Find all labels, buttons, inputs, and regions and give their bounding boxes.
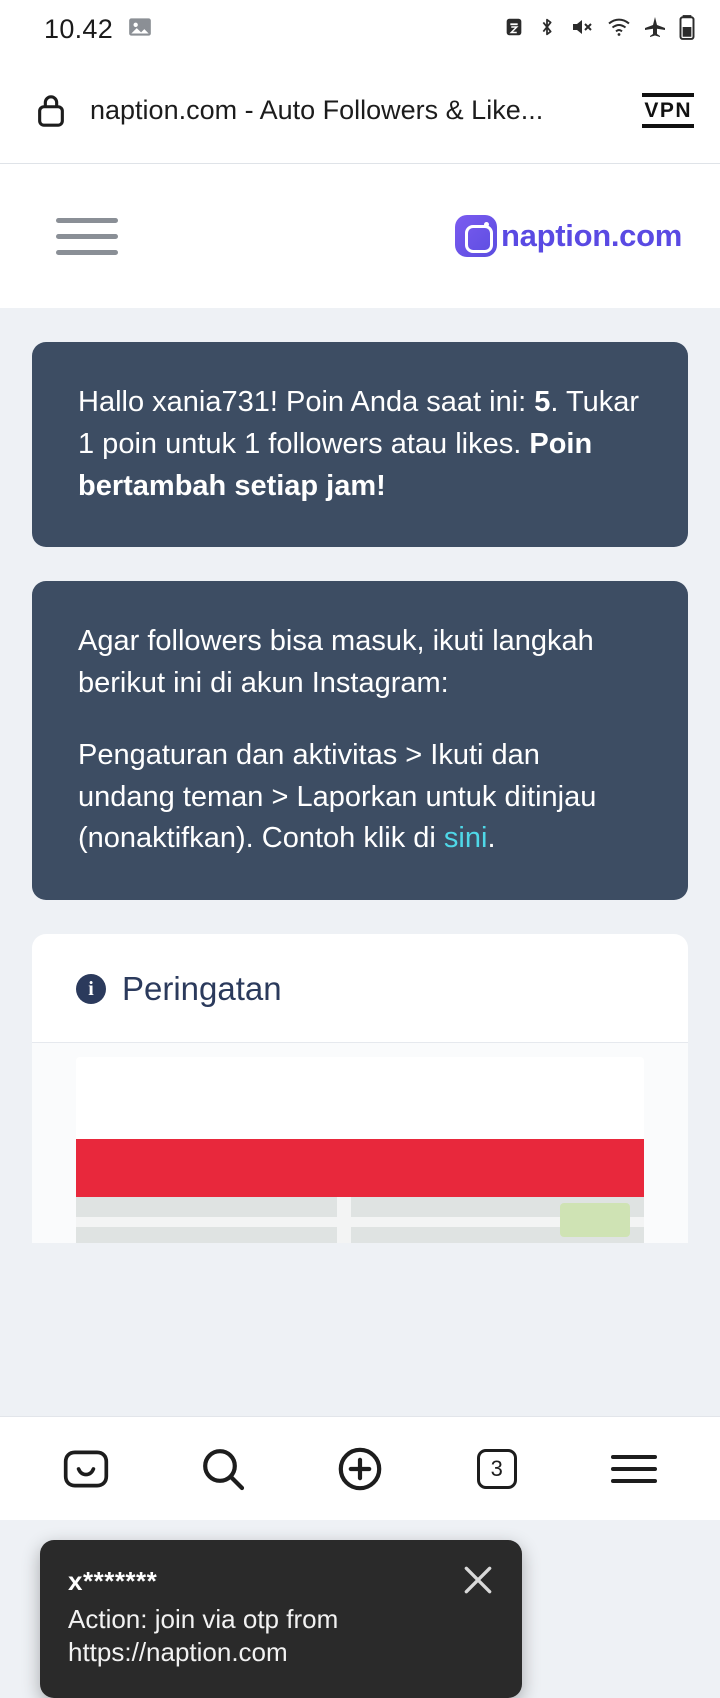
steps-path: Pengaturan dan aktivitas > Ikuti dan undang teman > Laporkan untuk ditinjau (nonaktifkan). xyxy=(78,738,597,855)
example-screenshot xyxy=(76,1057,644,1243)
steps-example-prefix: Contoh klik di xyxy=(261,822,444,855)
vpn-badge[interactable]: VPN xyxy=(642,93,694,128)
status-clock: 10.42 xyxy=(44,13,114,44)
site-header xyxy=(0,164,720,308)
steps-example-suffix: . xyxy=(487,822,496,855)
points-card xyxy=(32,342,688,547)
url-text[interactable]: naption.com - Auto Followers & Like... xyxy=(90,95,544,125)
battery-icon xyxy=(678,14,696,45)
browser-address-bar[interactable] xyxy=(0,58,720,164)
steps-spacer xyxy=(78,705,642,735)
toast-notification[interactable] xyxy=(40,1540,522,1698)
tab-count-label: 3 xyxy=(477,1449,517,1489)
page-content xyxy=(0,308,720,1668)
status-bar-right xyxy=(503,14,696,45)
status-bar-left xyxy=(44,14,153,45)
mute-icon xyxy=(569,15,595,44)
steps-intro: Agar followers bisa masuk, ikuti langkah berikut ini di akun Instagram: xyxy=(78,625,594,699)
lock-icon xyxy=(34,92,68,130)
menu-icon[interactable] xyxy=(599,1434,669,1504)
instagram-icon xyxy=(455,215,497,257)
steps-example-link[interactable]: sini xyxy=(443,822,488,855)
screenshot-banner xyxy=(76,1139,644,1197)
points-value: 5 xyxy=(534,386,551,418)
image-icon xyxy=(127,14,153,45)
close-icon[interactable] xyxy=(458,1560,498,1600)
toast-title: x******* xyxy=(68,1566,158,1596)
toast-message-line1: Action: join via otp from xyxy=(68,1604,339,1634)
airplane-icon xyxy=(643,15,667,44)
new-tab-icon[interactable] xyxy=(325,1434,395,1504)
tab-count-button[interactable] xyxy=(462,1434,532,1504)
search-icon[interactable] xyxy=(188,1434,258,1504)
warning-card xyxy=(32,934,688,1243)
wifi-icon xyxy=(606,15,632,44)
alarm-icon xyxy=(503,16,525,43)
screenshot-map xyxy=(76,1197,644,1243)
points-bold-tail: Poin bertambah setiap jam! xyxy=(78,427,593,502)
screenshot-park xyxy=(560,1203,630,1237)
browser-bottom-nav xyxy=(0,1416,720,1520)
status-bar xyxy=(0,0,720,58)
warning-card-body xyxy=(32,1043,688,1243)
site-brand[interactable] xyxy=(455,215,682,257)
info-icon: i xyxy=(76,974,106,1004)
bluetooth-icon xyxy=(536,15,558,44)
home-icon[interactable] xyxy=(51,1434,121,1504)
hamburger-icon[interactable] xyxy=(56,218,118,255)
warning-card-header xyxy=(32,934,688,1043)
points-greeting: Hallo xania731! Poin Anda saat ini: xyxy=(78,386,527,418)
steps-card xyxy=(32,581,688,900)
points-after: . Tukar 1 poin untuk 1 followers atau likes. xyxy=(78,386,640,460)
toast-message-line2: https://naption.com xyxy=(68,1637,288,1668)
warning-card-title: Peringatan xyxy=(122,970,282,1007)
brand-label: naption.com xyxy=(501,218,682,253)
